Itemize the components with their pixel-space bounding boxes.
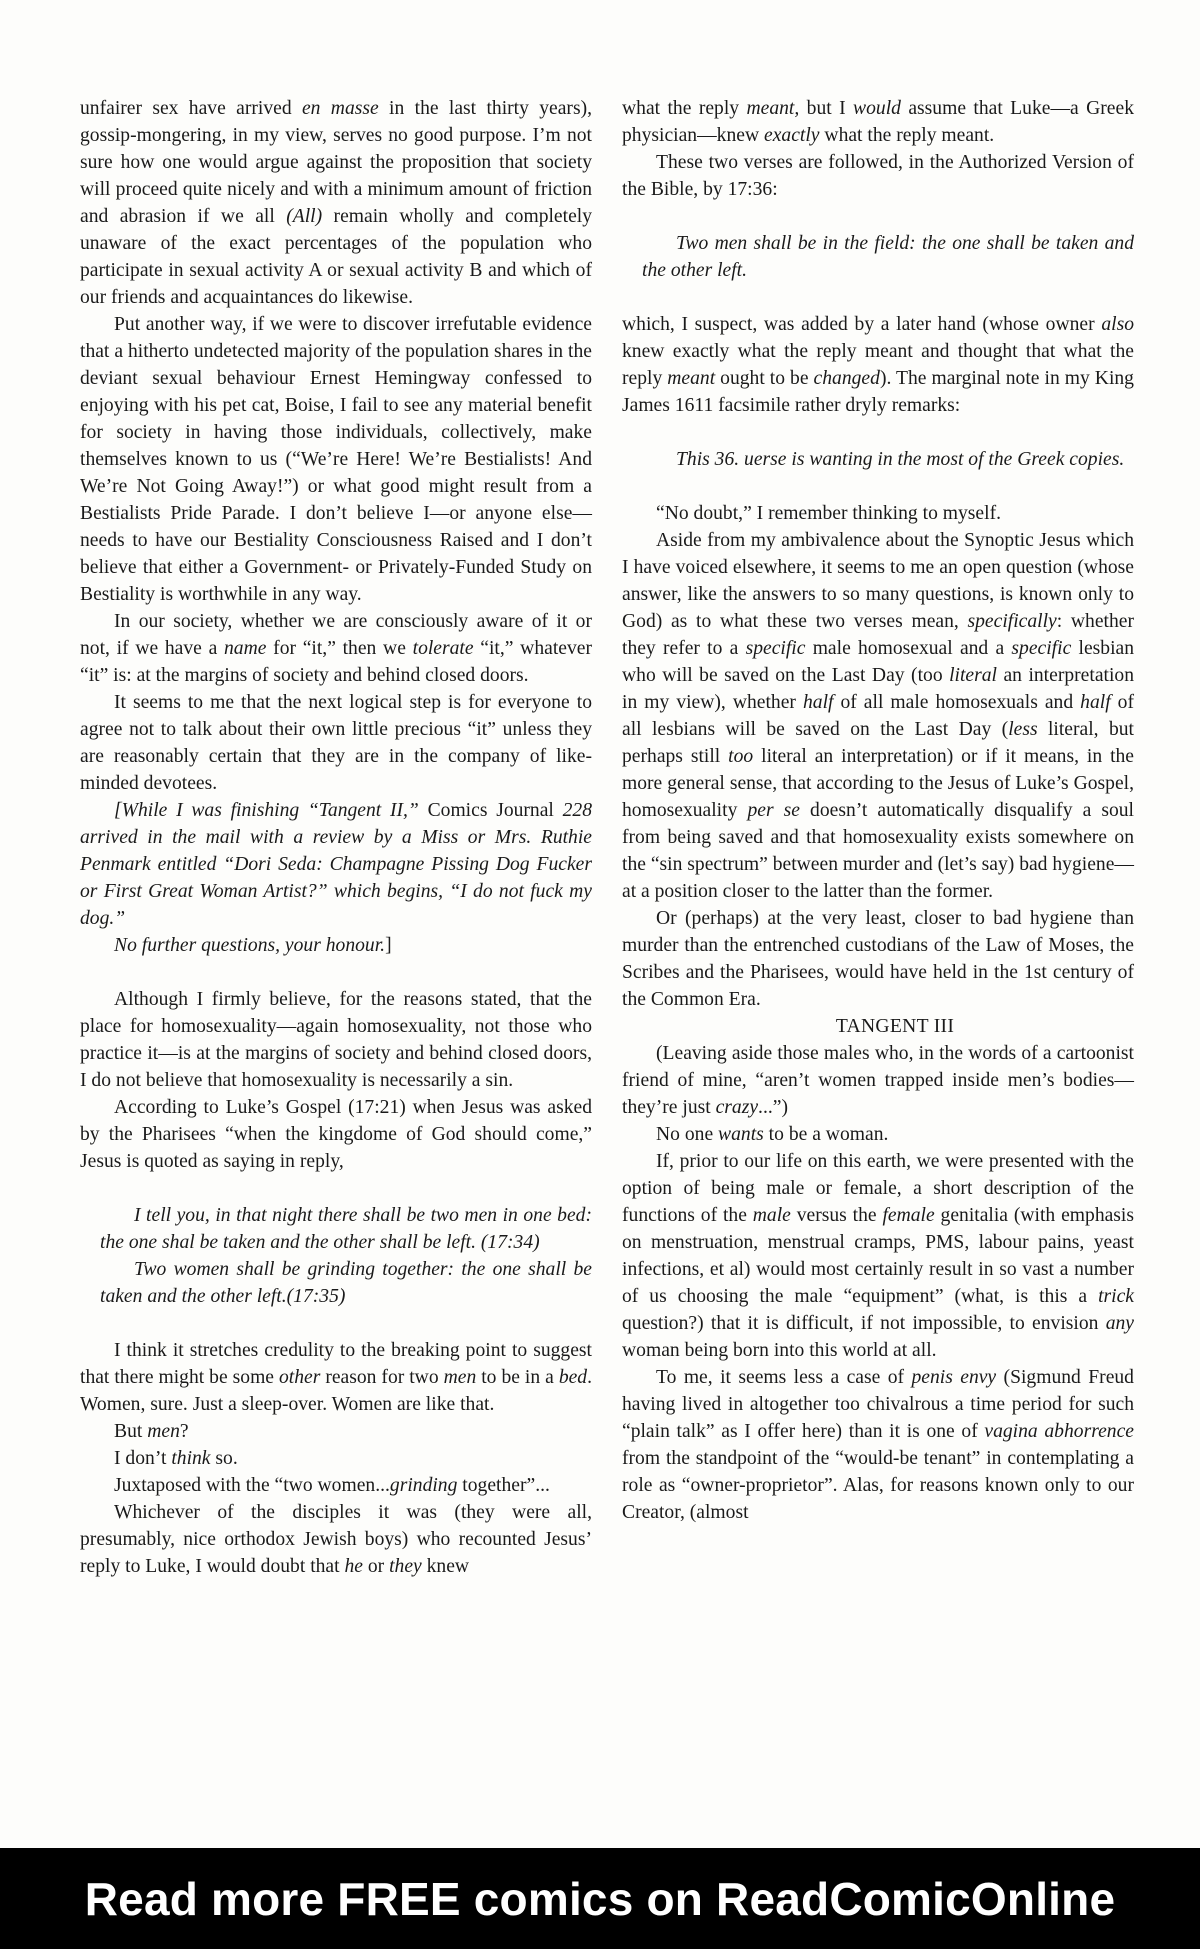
paragraph: No one wants to be a woman. xyxy=(656,1124,889,1145)
paragraph: According to Luke’s Gospel (17:21) when Jesus was asked by the Pharisees “when the kingdome of God should come,” Jesus is quoted as saying in reply, xyxy=(80,1097,592,1172)
paragraph: Or (perhaps) at the very least, closer to bad hygiene than murder than the entrenched custodians of the Law of Moses, the Scribes and the Pharisees, would have held in the 1st century of the Common Era. xyxy=(622,908,1134,1010)
paragraph: (Leaving aside those males who, in the words of a cartoonist friend of mine, “aren’t women trapped inside men’s bodies—they’re just crazy...”) xyxy=(622,1043,1134,1118)
left-column xyxy=(80,95,592,1580)
quote-verse: This 36. uerse is wanting in the most of the Greek copies. xyxy=(676,449,1125,470)
quote-verse: Two men shall be in the field: the one shall be taken and the other left. xyxy=(642,233,1134,281)
section-heading: TANGENT III xyxy=(835,1016,955,1037)
scripture-quote xyxy=(622,230,1134,284)
marginal-note-quote xyxy=(622,446,1134,473)
paragraph: Juxtaposed with the “two women...grinding together”... xyxy=(114,1475,550,1496)
paragraph: I think it stretches credulity to the breaking point to suggest that there might be some other reason for two men to be in a bed. Women, sure. Just a sleep-over. Women are like that. xyxy=(80,1340,593,1415)
paragraph: which, I suspect, was added by a later hand (whose owner also knew exactly what the reply meant and thought that what the reply meant ought to be changed). The marginal note in my King James 1611 facsimile rather dryly remarks: xyxy=(622,314,1134,416)
editorial-aside: [While I was finishing “Tangent II,” Comics Journal 228 arrived in the mail with a review by a Miss or Mrs. Ruthie Penmark entitled “Dori Seda: Champagne Pissing Dog Fucker or First Great Woman Artist?” which begins, “I do not fuck my dog.” xyxy=(80,800,593,929)
paragraph: what the reply meant, but I would assume that Luke—a Greek physician—knew exactly what the reply meant. xyxy=(622,98,1134,146)
paragraph: If, prior to our life on this earth, we were presented with the option of being male or female, a short description of the functions of the male versus the female genitalia (with emphasis on menstruation, menstrual cramps, PMS, labour pains, yeast infections, et al) would most certainly result in so vast a number of us choosing the male “equipment” (what, is this a trick question?) that it is difficult, if not impossible, to envision any woman being born into this world at all. xyxy=(622,1151,1135,1361)
scripture-quote xyxy=(80,1202,592,1310)
promo-banner-link[interactable]: Read more FREE comics on ReadComicOnline xyxy=(84,1872,1116,1925)
paragraph: “No doubt,” I remember thinking to myself. xyxy=(656,503,1001,524)
promo-banner[interactable] xyxy=(0,1848,1200,1949)
editorial-aside-end: No further questions, your honour.] xyxy=(114,935,392,956)
paragraph: Put another way, if we were to discover irrefutable evidence that a hitherto undetected majority of the population shares in the deviant sexual behaviour Ernest Hemingway confessed to enjoying with his pet cat, Boise, I fail to see any material benefit for society in having those individuals, collectively, make themselves known to us (“We’re Here! We’re Bestialists! And We’re Not Going Away!”) or what good might result from a Bestialists Pride Parade. I don’t believe I—or anyone else—needs to have our Bestiality Consciousness Raised and I don’t believe that either a Government- or Privately-Funded Study on Bestiality is worthwhile in any way. xyxy=(80,314,592,605)
paragraph: Aside from my ambivalence about the Synoptic Jesus which I have voiced elsewhere, it seems to me an open question (whose answer, like the answers to so many questions, is known only to God) as to what these two verses mean, specifically: whether they refer to a specific male homosexual and a specific lesbian who will be saved on the Last Day (too literal an interpretation in my view), whether half of all male homosexuals and half of all lesbians will be saved on the Last Day (less literal, but perhaps still too literal an interpretation) or if it means, in the more general sense, that according to the Jesus of Luke’s Gospel, homosexuality per se doesn’t automatically disqualify a soul from being saved and that homosexuality exists somewhere on the “sin spectrum” between murder and (let’s say) bad hygiene—at a position closer to the latter than the former. xyxy=(622,530,1135,902)
paragraph: It seems to me that the next logical step is for everyone to agree not to talk about their own little precious “it” unless they are reasonably certain that they are in the company of like-minded devotees. xyxy=(80,692,592,794)
paragraph: In our society, whether we are consciously aware of it or not, if we have a name for “it,” then we tolerate “it,” whatever “it” is: at the margins of society and behind closed doors. xyxy=(80,611,592,686)
quote-verse: I tell you, in that night there shall be two men in one bed: the one shal be taken and the other shall be left. (17:34) xyxy=(100,1205,592,1253)
paragraph: Although I firmly believe, for the reasons stated, that the place for homosexuality—again homosexuality, not those who practice it—is at the margins of society and behind closed doors, I do not believe that homosexuality is necessarily a sin. xyxy=(80,989,592,1091)
paragraph: These two verses are followed, in the Authorized Version of the Bible, by 17:36: xyxy=(622,152,1134,200)
paragraph: I don’t think so. xyxy=(114,1448,238,1469)
paragraph: But men? xyxy=(114,1421,189,1442)
right-column xyxy=(622,95,1134,1526)
paragraph: To me, it seems less a case of penis envy (Sigmund Freud having lived in altogether too chivalrous a time period for such “plain talk” as I offer here) than it is one of vagina abhorrence from the standpoint of the “would-be tenant” in contemplating a role as “owner-proprietor”. Alas, for reasons known only to our Creator, (almost xyxy=(622,1367,1134,1523)
quote-verse: Two women shall be grinding together: the one shall be taken and the other left.(17:35) xyxy=(100,1259,592,1307)
paragraph: unfairer sex have arrived en masse in the last thirty years), gossip-mongering, in my view, serves no good purpose. I’m not sure how one would argue against the proposition that society will proceed quite nicely and with a minimum amount of friction and abrasion if we all (All) remain wholly and completely unaware of the exact percentages of the population who participate in sexual activity A or sexual activity B and which of our friends and acquaintances do likewise. xyxy=(80,98,593,308)
paragraph: Whichever of the disciples it was (they were all, presumably, nice orthodox Jewish boys) who recounted Jesus’ reply to Luke, I would doubt that he or they knew xyxy=(80,1502,592,1577)
